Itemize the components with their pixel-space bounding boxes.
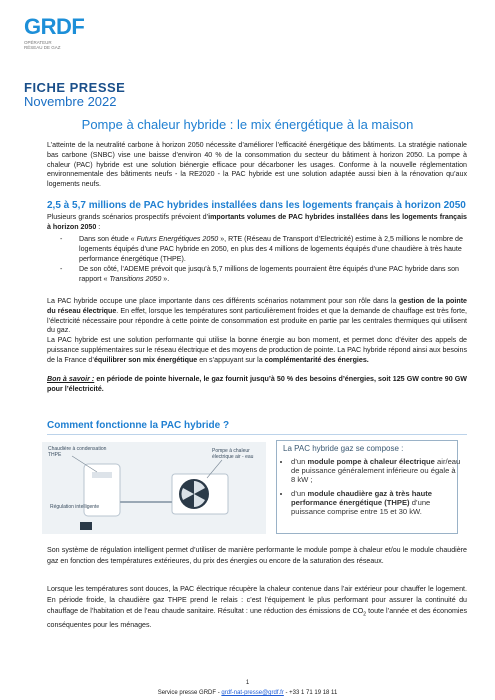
- list-item: • d’un module chaudière gaz à très haute performance énergétique (THPE) d’une puissance comprise entre 15 et 30 kW.: [291, 489, 461, 517]
- regulation-box: [80, 522, 92, 530]
- intro-paragraph: L’atteinte de la neutralité carbone à horizon 2050 nécessite d’améliorer l’efficacité énergétique des bâtiments. La stratégie nationale bas carbone (SNBC) vise une baisse d’environ 40 % de la consommation du secteur du bâtiment à horizon 2050. La pompe à chaleur (PAC) hybride est une solution biénergie efficace pour décarboner les usages. Conforme à la nouvelle réglementation environnementale des bâtiments neufs - la RE2020 - la PAC hybride est une solution adaptée aussi bien à la rénovation qu’aux logements neufs.: [47, 141, 467, 189]
- section2-paragraph-2: Lorsque les températures sont douces, la PAC électrique récupère la chaleur contenue dans l’air extérieur pour chauffer le logement. En période froide, la chaudière gaz THPE prend le relais : c’est l’équipement le plus performant pour assurer la continuité du chauffage de l’habitation et de l’eau chaude sanitaire. Résultat : une réduction des émissions de $CO_2$ toute l’année et des économies conséquentes pour les ménages.: [47, 585, 468, 630]
- callout-title: La PAC hybride gaz se compose :: [283, 444, 404, 453]
- list-item: - Dans son étude « Futurs Energétiques 2050 », RTE (Réseau de Transport d’Electricité) estime à 2,5 millions le nombre de logements équipés d’une PAC hybride en 2050, en plus des 4 millions de logements équipés d’une chaudière à très haute performance énergétique (THPE).: [60, 235, 463, 263]
- list-item: - De son côté, l’ADEME prévoit que jusqu’à 5,7 millions de logements pourraient être équipés d’une PAC hybride dans son rapport « Transitions 2050 ».: [60, 265, 459, 283]
- callout-list: [281, 457, 461, 520]
- bon-a-savoir: Bon à savoir : en période de pointe hivernale, le gaz fournit jusqu’à 50 % des besoins d’énergies, soit 125 GW contre 90 GW pour l’électricité.: [47, 375, 467, 393]
- grdf-logo: [24, 16, 84, 66]
- pac-composition-callout: [276, 440, 461, 534]
- section1-lead: Plusieurs grands scénarios prospectifs prévoient d’importants volumes de PAC hybrides installées dans les logements français à horizon 2050 :: [47, 213, 467, 231]
- section2-heading: Comment fonctionne la PAC hybride ?: [47, 420, 230, 431]
- boiler-panel: [92, 472, 112, 478]
- logo-tagline-1: OPÉRATEUR: [24, 40, 52, 45]
- section-divider: [47, 434, 467, 435]
- doc-date: Novembre 2022: [24, 94, 117, 109]
- pac-hybride-diagram: [42, 442, 266, 534]
- logo-tagline-2: RÉSEAU DE GAZ: [24, 45, 61, 50]
- label-regulation: Régulation intelligente: [50, 504, 100, 510]
- label-pac: Pompe à chaleur électrique air - eau: [212, 448, 254, 460]
- list-item: • d’un module pompe à chaleur électrique air/eau de puissance généralement inférieure ou égale à 8 kW ;: [291, 457, 461, 485]
- section1-paragraph-1: La PAC hybride occupe une place importante dans ces différents scénarios notamment pour son rôle dans la gestion de la pointe du réseau électrique. En effet, lorsque les températures sont particulièrement froides et que la demande de chauffage est très forte, l’électricité nécessaire pour répondre à cette pointe de consommation est produite en partie par les centrales thermiques qui utilisent du gaz.: [47, 297, 467, 335]
- footer-contact: Service presse GRDF - grdf-nat-presse@grdf.fr - +33 1 71 19 18 11: [157, 690, 338, 696]
- label-chaudiere: Chaudière à condensation THPE: [48, 446, 107, 458]
- press-email-link[interactable]: grdf-nat-presse@grdf.fr: [221, 690, 284, 696]
- section1-heading: 2,5 à 5,7 millions de PAC hybrides installées dans les logements français à horizon 2050: [47, 200, 466, 211]
- section2-paragraph-1: Son système de régulation intelligent permet d’utiliser de manière performante le module pompe à chaleur et/ou le module chaudière gaz en fonction des températures extérieures, du prix des énergies ou encore de la saturation des réseaux.: [47, 546, 467, 565]
- logo-wordmark: GRDF: [24, 14, 85, 39]
- doc-type: FICHE PRESSE: [24, 80, 126, 95]
- page-number: 1: [245, 680, 250, 686]
- section1-paragraph-2: La PAC hybride est une solution performante qui utilise la bonne énergie au bon moment, et permet donc d’éviter des appels de puissance supplémentaires sur le réseau électrique et des moyens de production de pointe. La PAC hybride répond ainsi aux besoins de la France d’équilibrer son mix énergétique en s’appuyant sur la complémentarité des énergies.: [47, 336, 467, 364]
- page-title: Pompe à chaleur hybride : le mix énergétique à la maison: [81, 117, 414, 132]
